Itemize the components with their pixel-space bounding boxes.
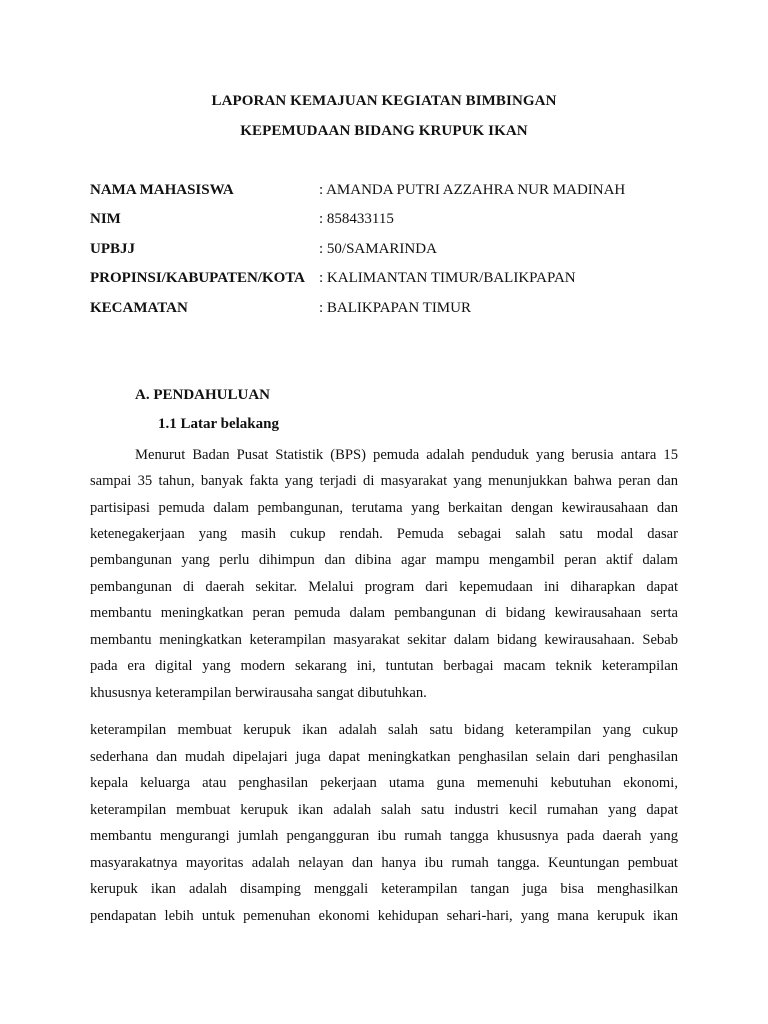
paragraph-1-line: pembangunan di daerah sekitar. Melalui program dari kepemudaan ini diharapkan dapat xyxy=(90,579,678,595)
paragraph-1-line: partisipasi pemuda dalam pembangunan, terutama yang berkaitan dengan kewirausahaan dan xyxy=(90,500,678,516)
paragraph-2-line: keterampilan membuat kerupuk ikan adalah salah satu bidang keterampilan yang cukup xyxy=(90,722,678,738)
info-label: NIM xyxy=(90,211,121,227)
info-label: KECAMATAN xyxy=(90,300,188,316)
paragraph-1-line: membantu meningkatkan peran pemuda dalam pembangunan di bidang kewirausahaan serta xyxy=(90,605,678,621)
document-title-line-1: LAPORAN KEMAJUAN KEGIATAN BIMBINGAN xyxy=(211,93,557,109)
section-heading: A. PENDAHULUAN xyxy=(135,387,270,403)
paragraph-2-line: kepala keluarga atau penghasilan pekerjaan utama guna memenuhi kebutuhan ekonomi, xyxy=(90,775,678,791)
document-title-line-2: KEPEMUDAAN BIDANG KRUPUK IKAN xyxy=(240,123,528,139)
info-value: : 50/SAMARINDA xyxy=(319,241,437,257)
info-value: : 858433115 xyxy=(319,211,394,227)
paragraph-1-line: ketenegakerjaan yang masih cukup rendah. Pemuda sebagai salah satu modal dasar xyxy=(90,526,678,542)
paragraph-2-line: kerupuk ikan adalah disamping menggali keterampilan tangan juga bisa menghasilkan xyxy=(90,881,678,897)
info-value: : AMANDA PUTRI AZZAHRA NUR MADINAH xyxy=(319,182,626,198)
info-label: PROPINSI/KABUPATEN/KOTA xyxy=(90,270,306,286)
paragraph-1-line: pada era digital yang modern sekarang ini, tuntutan berbagai macam teknik keterampilan xyxy=(90,658,678,674)
paragraph-1-line: Menurut Badan Pusat Statistik (BPS) pemuda adalah penduduk yang berusia antara 15 xyxy=(135,447,678,463)
paragraph-2-line: pendapatan lebih untuk pemenuhan ekonomi kehidupan sehari-hari, yang mana kerupuk ikan xyxy=(90,908,678,924)
info-label: UPBJJ xyxy=(90,241,135,257)
paragraph-1-line: khususnya keterampilan berwirausaha sangat dibutuhkan. xyxy=(90,685,427,701)
info-value: : KALIMANTAN TIMUR/BALIKPAPAN xyxy=(319,270,576,286)
paragraph-2-line: sederhana dan mudah dipelajari juga dapat meningkatkan penghasilan selain dari penghasilan xyxy=(90,749,678,765)
paragraph-2-line: membantu mengurangi jumlah pengangguran ibu rumah tangga khususnya pada daerah yang xyxy=(90,828,678,844)
paragraph-2-line: keterampilan membuat kerupuk ikan adalah salah satu industri kecil rumahan yang dapat xyxy=(90,802,678,818)
info-label: NAMA MAHASISWA xyxy=(90,182,234,198)
info-value: : BALIKPAPAN TIMUR xyxy=(319,300,471,316)
paragraph-2-line: masyarakatnya mayoritas adalah nelayan dan hanya ibu rumah tangga. Keuntungan pembuat xyxy=(90,855,678,871)
subsection-heading: 1.1 Latar belakang xyxy=(158,416,279,432)
paragraph-1-line: membantu meningkatkan keterampilan masyarakat sekitar dalam bidang kewirausahaan. Sebab xyxy=(90,632,678,648)
paragraph-1-line: sampai 35 tahun, banyak fakta yang terjadi di masyarakat yang menunjukkan bahwa peran dan xyxy=(90,473,678,489)
paragraph-1-line: pembangunan yang perlu dihimpun dan dibina agar mampu mengambil peran aktif dalam xyxy=(90,552,678,568)
